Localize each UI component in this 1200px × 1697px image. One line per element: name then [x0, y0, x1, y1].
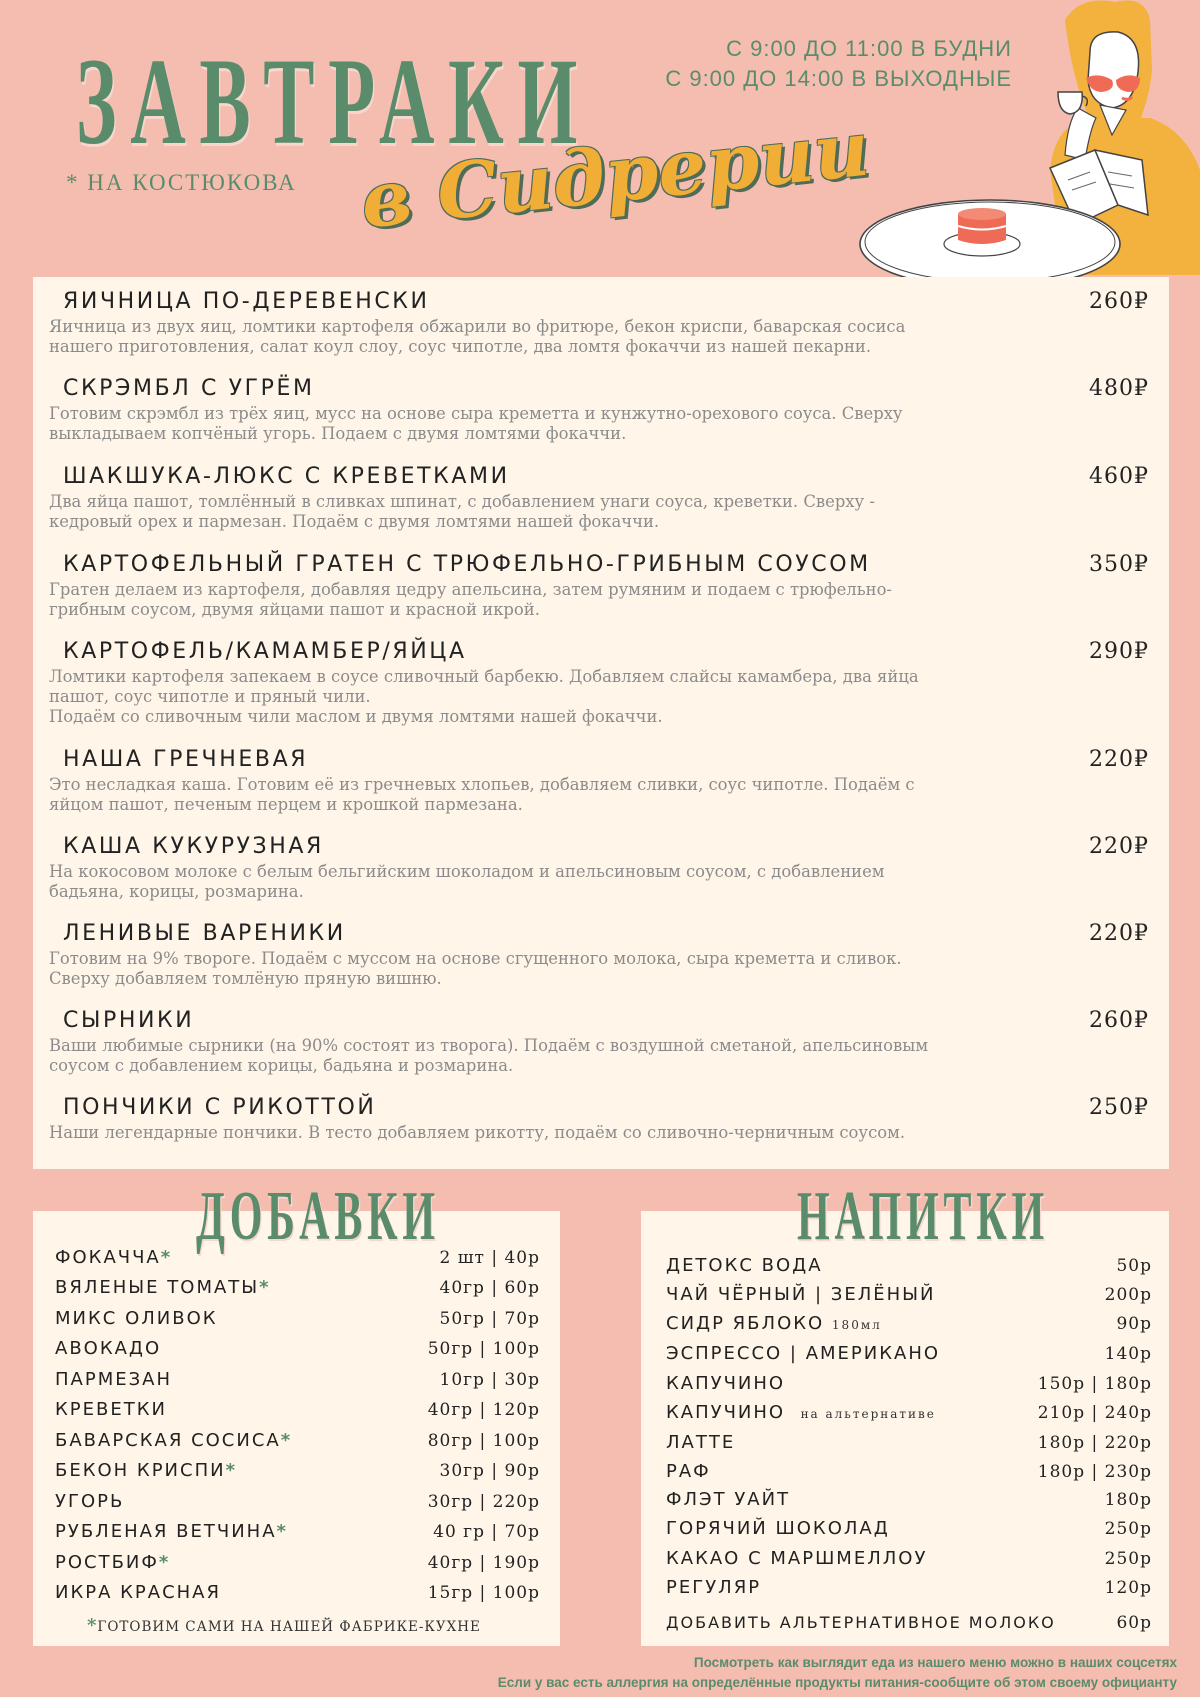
drink-price: 210р | 240р [1037, 1403, 1152, 1423]
drink-price: 180р | 230р [1037, 1462, 1152, 1482]
drink-row [666, 1371, 1152, 1399]
drink-name: СИДР ЯБЛОКО 180мл [666, 1313, 882, 1334]
drink-note: на альтернативе [800, 1407, 936, 1421]
dish-price: 460₽ [1089, 464, 1149, 489]
dish-name: НАША ГРЕЧНЕВАЯ [63, 747, 309, 772]
drink-row [666, 1400, 1152, 1428]
star-marker: * [259, 1277, 271, 1298]
drink-row [666, 1610, 1152, 1638]
addon-name: БЕКОН КРИСПИ* [55, 1460, 238, 1481]
dish-price: 350₽ [1089, 552, 1149, 577]
drink-price: 50р [1116, 1256, 1152, 1276]
addon-name: ПАРМЕЗАН [55, 1369, 172, 1390]
addon-price: 30гр | 90р [439, 1461, 540, 1481]
dish-price: 260₽ [1089, 1008, 1149, 1033]
addon-name: ИКРА КРАСНАЯ [55, 1582, 222, 1603]
drink-row [666, 1459, 1152, 1487]
drink-name: РЕГУЛЯР [666, 1577, 762, 1598]
addon-price: 50гр | 70р [439, 1309, 540, 1329]
addon-price: 40гр | 60р [439, 1278, 540, 1298]
location-subtitle: * НА КОСТЮКОВА [66, 170, 297, 195]
addon-price: 80гр | 100р [427, 1431, 540, 1451]
drink-name: ФЛЭТ УАЙТ [666, 1489, 791, 1510]
addon-price: 50гр | 100р [427, 1339, 540, 1359]
addons-title: ДОБАВКИ [196, 1178, 440, 1255]
dish-description: Два яйца пашот, томлённый в сливках шпинат, с добавлением унаги соуса, креветки. Сверху - кедровый орех и пармезан. Подаём с двумя ломтями нашей фокаччи. [49, 492, 875, 531]
addon-row [55, 1275, 540, 1303]
dish-description: Готовим на 9% твороге. Подаём с муссом на основе сгущенного молока, сыра креметта и сливок. Сверху добавляем томлёную пряную вишню. [49, 949, 902, 988]
drink-name: КАПУЧИНО [666, 1373, 786, 1394]
woman-with-coffee-illustration [850, 0, 1200, 290]
star-marker: * [158, 1552, 171, 1573]
drink-price: 250р [1104, 1519, 1152, 1539]
drinks-panel [641, 1211, 1169, 1646]
addon-price: 10гр | 30р [439, 1370, 540, 1390]
drink-price: 90р [1116, 1314, 1152, 1334]
drink-price: 200р [1104, 1285, 1152, 1305]
drink-row [666, 1575, 1152, 1603]
dish-description: Гратен делаем из картофеля, добавляя цедру апельсина, затем румяним и подаем с трюфельно- грибным соусом, двумя яйцами пашот и красной икрой. [49, 580, 892, 619]
addon-row [55, 1489, 540, 1517]
addon-row [55, 1458, 540, 1486]
dish-description: На кокосовом молоке с белым бельгийским шоколадом и апельсиновым соусом, с добавлением бадьяна, корицы, розмарина. [49, 862, 885, 901]
drink-price: 120р [1104, 1578, 1152, 1598]
drink-name: ЧАЙ ЧЁРНЫЙ | ЗЕЛЁНЫЙ [666, 1284, 936, 1305]
drink-name: ДЕТОКС ВОДА [666, 1255, 823, 1276]
addon-name: БАВАРСКАЯ СОСИСА* [55, 1430, 293, 1451]
dish-price: 220₽ [1089, 921, 1149, 946]
hours-weekends: С 9:00 ДО 14:00 В ВЫХОДНЫЕ [665, 66, 1012, 91]
addon-row [55, 1367, 540, 1395]
addon-name: УГОРЬ [55, 1491, 125, 1512]
drink-price: 140р [1104, 1344, 1152, 1364]
hours-weekdays: С 9:00 ДО 11:00 В БУДНИ [726, 36, 1012, 61]
dish-name: ЯИЧНИЦА ПО-ДЕРЕВЕНСКИ [63, 289, 430, 314]
drink-price: 180р [1104, 1490, 1152, 1510]
addons-footnote: *ГОТОВИМ САМИ НА НАШЕЙ ФАБРИКЕ-КУХНЕ [87, 1615, 481, 1636]
page-title: ЗАВТРАКИ [76, 33, 591, 170]
addon-name: РОСТБИФ* [55, 1552, 171, 1573]
drink-row [666, 1341, 1152, 1369]
addon-name: АВОКАДО [55, 1338, 162, 1359]
star-marker: * [276, 1521, 288, 1542]
drink-row [666, 1516, 1152, 1544]
dish-price: 220₽ [1089, 747, 1149, 772]
addons-panel [33, 1211, 560, 1646]
dish-description: Яичница из двух яиц, ломтики картофеля обжарили во фритюре, бекон криспи, баварская сосиса нашего приготовления, салат коул слоу, соус чипотле, два ломтя фокаччи из нашей пекарни. [49, 317, 906, 356]
addon-price: 2 шт | 40р [439, 1248, 540, 1268]
drink-row [666, 1282, 1152, 1310]
addon-row [55, 1306, 540, 1334]
dish-description: Готовим скрэмбл из трёх яиц, мусс на основе сыра креметта и кунжутно-орехового соуса. Сверху выкладываем копчёный угорь. Подаем с двумя ломтями фокаччи. [49, 404, 903, 443]
drink-name: КАПУЧИНО на альтернативе [666, 1402, 936, 1423]
drinks-title: НАПИТКИ [797, 1178, 1050, 1255]
star-marker: * [280, 1430, 293, 1451]
drink-name: ЛАТТЕ [666, 1432, 736, 1453]
script-title: в Сидрерии [356, 103, 874, 246]
drink-price: 150р | 180р [1037, 1374, 1152, 1394]
drink-name: ЭСПРЕССО | АМЕРИКАНО [666, 1343, 941, 1364]
dish-name: СЫРНИКИ [63, 1008, 195, 1033]
addon-price: 15гр | 100р [427, 1583, 540, 1603]
drink-note: 180мл [831, 1318, 882, 1332]
addon-name: КРЕВЕТКИ [55, 1399, 167, 1420]
drink-row [666, 1253, 1152, 1281]
drink-name: ДОБАВИТЬ АЛЬТЕРНАТИВНОЕ МОЛОКО [666, 1613, 1056, 1632]
dish-description: Это несладкая каша. Готовим её из гречневых хлопьев, добавляем сливки, соус чипотле. Подаём с яйцом пашот, печеным перцем и крошкой пармезана. [49, 775, 915, 814]
drink-price: 250р [1104, 1549, 1152, 1569]
drink-name: РАФ [666, 1461, 711, 1482]
addon-row [55, 1336, 540, 1364]
addon-name: ФОКАЧЧА* [55, 1247, 173, 1268]
drink-price: 60р [1116, 1613, 1152, 1633]
addon-price: 40гр | 120р [427, 1400, 540, 1420]
addon-name: ВЯЛЕНЫЕ ТОМАТЫ* [55, 1277, 271, 1298]
dish-name: ЛЕНИВЫЕ ВАРЕНИКИ [63, 921, 346, 946]
dish-name: КАРТОФЕЛЬ/КАМАМБЕР/ЯЙЦА [63, 639, 467, 664]
social-note: Посмотреть как выглядит еда из нашего меню можно в наших соцсетях [693, 1655, 1177, 1670]
drink-row [666, 1546, 1152, 1574]
addon-price: 30гр | 220р [427, 1492, 540, 1512]
star-marker: * [225, 1460, 238, 1481]
dish-description: Ломтики картофеля запекаем в соусе сливочный барбекю. Добавляем слайсы камамбера, два яйца пашот, соус чипотле и пряный чили. Подаём со сливочным чили маслом и двумя ломтями нашей фокаччи. [49, 667, 919, 726]
dish-price: 290₽ [1089, 639, 1149, 664]
drink-row [666, 1311, 1152, 1339]
dish-price: 250₽ [1089, 1095, 1149, 1120]
dish-name: ШАКШУКА-ЛЮКС С КРЕВЕТКАМИ [63, 464, 510, 489]
addon-row [55, 1397, 540, 1425]
dish-description: Наши легендарные пончики. В тесто добавляем рикотту, подаём со сливочно-черничным соусом. [49, 1123, 906, 1142]
star-marker: * [160, 1247, 173, 1268]
addon-price: 40гр | 190р [427, 1553, 540, 1573]
addon-row [55, 1428, 540, 1456]
dish-price: 220₽ [1089, 834, 1149, 859]
addon-row [55, 1519, 540, 1547]
dish-name: ПОНЧИКИ С РИКОТТОЙ [63, 1095, 377, 1120]
addon-row [55, 1550, 540, 1578]
addon-row [55, 1580, 540, 1608]
dish-name: СКРЭМБЛ С УГРЁМ [63, 376, 315, 401]
drink-row [666, 1430, 1152, 1458]
drink-name: КАКАО С МАРШМЕЛЛОУ [666, 1548, 928, 1569]
dish-name: КАША КУКУРУЗНАЯ [63, 834, 324, 859]
allergy-note: Если у вас есть аллергия на определённые продукты питания-сообщите об этом своему официанту [497, 1675, 1177, 1690]
star-marker: * [87, 1615, 98, 1636]
dish-price: 480₽ [1089, 376, 1149, 401]
drink-name: ГОРЯЧИЙ ШОКОЛАД [666, 1518, 890, 1539]
dishes-panel [33, 277, 1169, 1169]
drink-price: 180р | 220р [1037, 1433, 1152, 1453]
dish-price: 260₽ [1089, 289, 1149, 314]
addon-name: РУБЛЕНАЯ ВЕТЧИНА* [55, 1521, 288, 1542]
addon-name: МИКС ОЛИВОК [55, 1308, 218, 1329]
drink-row [666, 1487, 1152, 1515]
dish-description: Ваши любимые сырники (на 90% состоят из творога). Подаём с воздушной сметаной, апельсиновым соусом с добавлением корицы, бадьяна и розмарина. [49, 1036, 929, 1075]
addon-price: 40 гр | 70р [433, 1522, 540, 1542]
bottom-notes [498, 1653, 1177, 1693]
dish-name: КАРТОФЕЛЬНЫЙ ГРАТЕН С ТРЮФЕЛЬНО-ГРИБНЫМ СОУСОМ [63, 552, 871, 577]
